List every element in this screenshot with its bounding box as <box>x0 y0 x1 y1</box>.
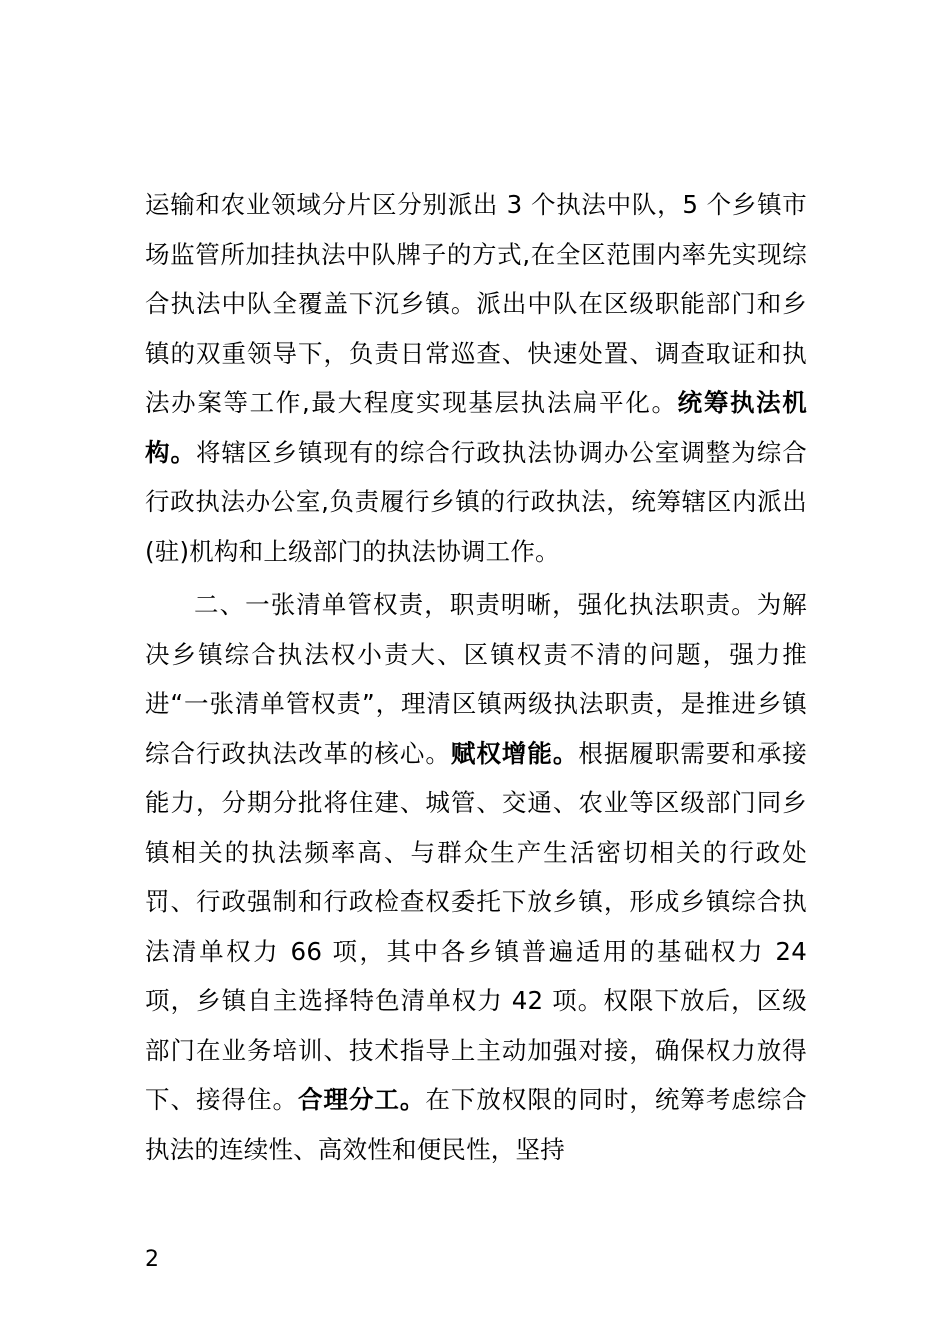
heading-division-of-labor: 合理分工。 <box>297 1085 426 1114</box>
paragraph-2-text: 二、一张清单管权责，职责明晰，强化执法职责。为解决乡镇综合执法权小责大、区镇权责不清的问题，强力推进“一张清单管权责”，理清区镇两级执法职责，是推进乡镇综合行政执法改革的核心。 <box>145 590 807 768</box>
paragraph-section-two <box>145 580 807 1174</box>
paragraph-2-text-end: 在下放权限的同时，统筹考虑综合执法的连续性、高效性和便民性，坚持 <box>145 1085 808 1164</box>
heading-unify-enforcement-agencies: 统筹执法机构。 <box>145 388 807 467</box>
paragraph-1-text-continued: 将辖区乡镇现有的综合行政执法协调办公室调整为综合行政执法办公室,负责履行乡镇的行政执法，统筹辖区内派出(驻)机构和上级部门的执法协调工作。 <box>145 437 807 566</box>
page-number: 2 <box>145 1247 159 1272</box>
paragraph-1-text: 运输和农业领域分片区分别派出 3 个执法中队，5 个乡镇市场监管所加挂执法中队牌子的方式,在全区范围内率先实现综合执法中队全覆盖下沉乡镇。派出中队在区级职能部门和乡镇的双重领导下，负责日常巡查、快速处置、调查取证和执法办案等工作,最大程度实现基层执法扁平化。 <box>145 190 807 417</box>
paragraph-continued <box>145 180 807 576</box>
paragraph-2-text-continued: 根据履职需要和承接能力，分期分批将住建、城管、交通、农业等区级部门同乡镇相关的执法频率高、与群众生产生活密切相关的行政处罚、行政强制和行政检查权委托下放乡镇，形成乡镇综合执法清单权力 66 项，其中各乡镇普遍适用的基础权力 24 项，乡镇自主选择特色清单权力 42 项。权限下放后，区级部门在业务培训、技术指导上主动加强对接，确保权力放得下、接得住。 <box>145 738 808 1114</box>
heading-empowerment: 赋权增能。 <box>450 738 579 768</box>
